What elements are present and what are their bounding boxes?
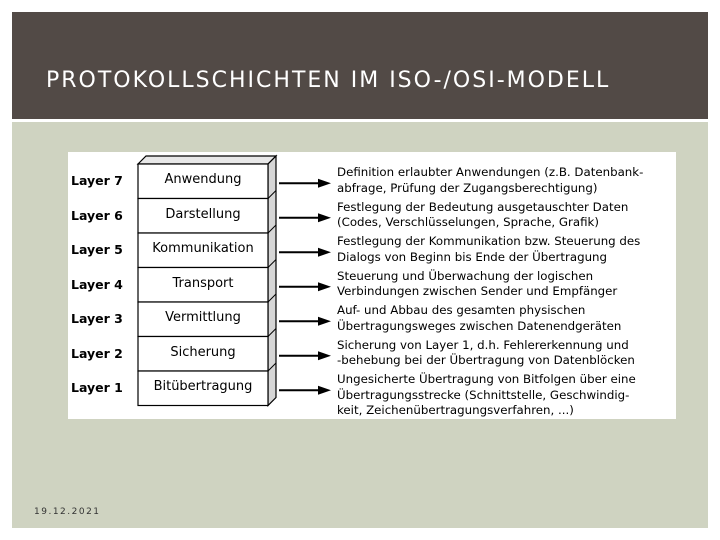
arrow-head: [318, 248, 331, 257]
layer-description: [337, 234, 677, 265]
layer-label: Layer 6: [71, 207, 123, 223]
description-line: -behebung bei der Übertragung von Datenblöcken: [337, 353, 635, 367]
description-line: Verbindungen zwischen Sender und Empfänger: [337, 284, 618, 298]
layer-name: Kommunikation: [152, 241, 254, 257]
layer-name: Darstellung: [165, 206, 241, 222]
description-line: (Codes, Verschlüsselungen, Sprache, Grafik): [337, 215, 599, 229]
arrow-head: [318, 386, 331, 395]
description-line: keit, Zeichenübertragungsverfahren, ...): [337, 403, 574, 417]
description-line: Dialogs von Beginn bis Ende der Übertragung: [337, 249, 608, 264]
layer-label: Layer 4: [71, 276, 123, 292]
layer-label: Layer 3: [71, 311, 123, 327]
layer-name: Sicherung: [170, 344, 236, 360]
title-bar: [12, 12, 708, 119]
description-line: abfrage, Prüfung der Zugangsberechtigung): [337, 180, 598, 195]
arrow-head: [318, 351, 331, 360]
layer-name: Transport: [172, 275, 234, 291]
stack-top-face: [138, 156, 276, 164]
layer-name: Anwendung: [164, 172, 242, 188]
layer-label: Layer 2: [71, 345, 123, 361]
description-line: Übertragungsweges zwischen Datenendgeräten: [337, 318, 622, 333]
description-line: Ungesicherte Übertragung von Bitfolgen über eine: [337, 372, 636, 386]
layer-description: [337, 303, 677, 334]
layer-name: Vermittlung: [165, 310, 241, 326]
description-line: Übertragungsstrecke (Schnittstelle, Geschwindig-: [337, 387, 630, 402]
layer-description: [337, 372, 677, 419]
arrow-head: [318, 213, 331, 222]
description-line: Festlegung der Bedeutung ausgetauschter Daten: [337, 199, 629, 214]
description-line: Auf- und Abbau des gesamten physischen: [337, 303, 586, 317]
arrow-head: [318, 317, 331, 326]
description-line: Festlegung der Kommunikation bzw. Steuerung des: [337, 234, 641, 248]
stack-side-face: [268, 156, 276, 406]
description-line: Definition erlaubter Anwendungen (z.B. Datenbank-: [337, 165, 644, 179]
osi-diagram: [68, 152, 676, 419]
arrow-head: [318, 179, 331, 188]
layer-label: Layer 7: [71, 173, 123, 189]
slide-title: PROTOKOLLSCHICHTEN IM ISO-/OSI-MODELL: [46, 68, 611, 93]
layer-name: Bitübertragung: [153, 379, 253, 395]
layer-description: [337, 338, 677, 369]
layer-description: [337, 200, 677, 231]
arrow-head: [318, 282, 331, 291]
layer-label: Layer 5: [71, 242, 123, 258]
layer-description: [337, 269, 677, 300]
slide-date: 19.12.2021: [34, 507, 101, 517]
layer-description: [337, 165, 677, 196]
layer-label: Layer 1: [71, 380, 123, 396]
description-line: Steuerung und Überwachung der logischen: [337, 268, 594, 283]
description-line: Sicherung von Layer 1, d.h. Fehlererkennung und: [337, 337, 629, 352]
